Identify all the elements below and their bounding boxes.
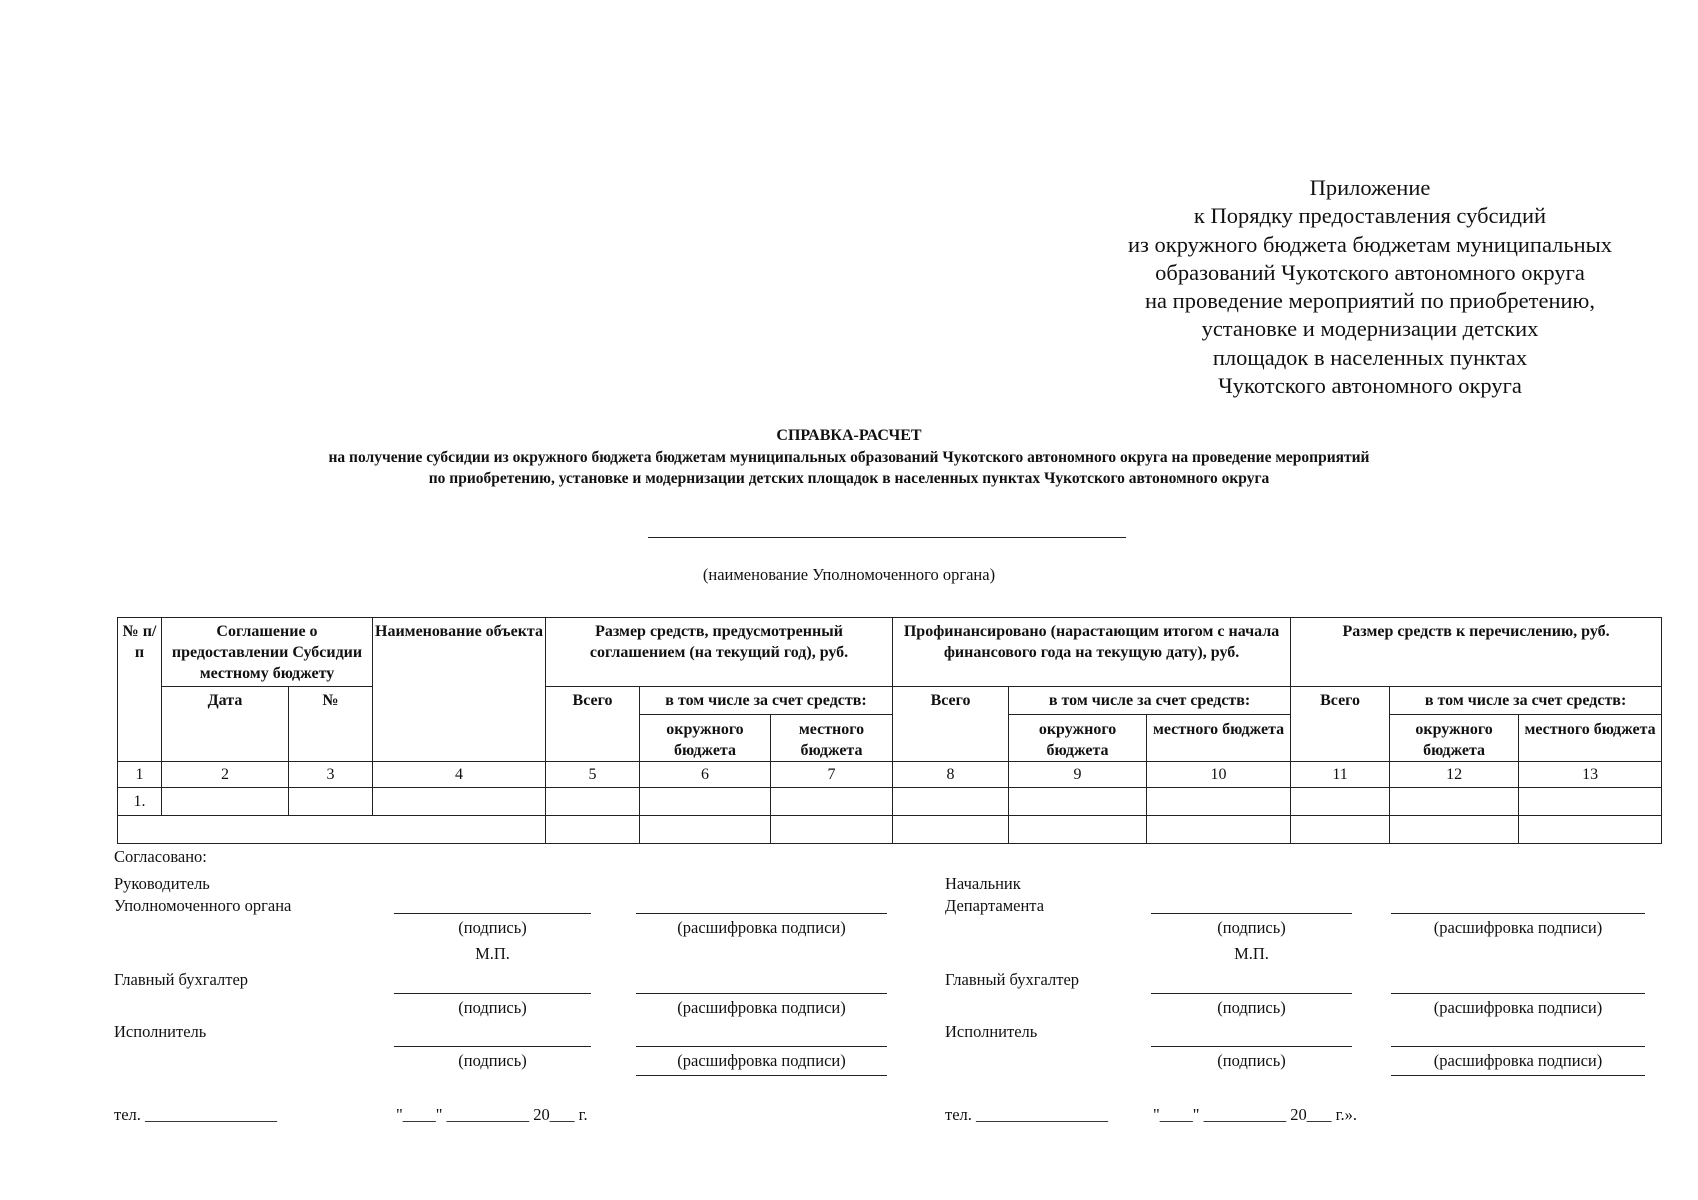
table-cell[interactable] <box>640 788 771 816</box>
left-executor-decode-underline <box>636 1075 887 1076</box>
right-head-label-1: Начальник <box>945 874 1021 893</box>
left-head-label-2: Уполномоченного органа <box>114 896 292 915</box>
col-number: 5 <box>546 762 640 788</box>
header-financed-total: Всего <box>893 687 1009 762</box>
table-cell[interactable] <box>118 816 546 844</box>
left-executor-sign-line[interactable] <box>394 1046 591 1047</box>
left-head-sign-caption: (подпись) <box>458 918 527 937</box>
right-date-field[interactable]: "____" __________ 20___ г.». <box>1153 1105 1358 1124</box>
header-no: № п/п <box>118 618 162 762</box>
appendix-line: из окружного бюджета бюджетам муниципальных <box>1127 231 1613 257</box>
table-cell[interactable] <box>1291 788 1390 816</box>
header-financed: Профинансировано (нарастающим итогом с начала финансового года на текущую дату), руб. <box>893 618 1291 687</box>
left-executor-decode-line[interactable] <box>636 1046 887 1047</box>
left-date-field[interactable]: "____" __________ 20___ г. <box>396 1105 588 1124</box>
col-number: 1 <box>118 762 162 788</box>
table-cell[interactable] <box>546 816 640 844</box>
header-planned: Размер средств, предусмотренный соглашением (на текущий год), руб. <box>546 618 893 687</box>
header-agreement: Соглашение о предоставлении Субсидии местному бюджету <box>162 618 373 687</box>
col-number: 10 <box>1147 762 1291 788</box>
table-cell[interactable] <box>893 816 1009 844</box>
right-executor-sign-line[interactable] <box>1151 1046 1352 1047</box>
col-number: 6 <box>640 762 771 788</box>
org-name-caption: (наименование Уполномоченного органа) <box>702 565 996 584</box>
table-row-total <box>118 816 1662 844</box>
right-executor-decode-underline <box>1391 1075 1645 1076</box>
table-cell[interactable] <box>1390 788 1519 816</box>
table-cell[interactable] <box>771 788 893 816</box>
table-cell[interactable] <box>771 816 893 844</box>
table-cell[interactable] <box>1519 788 1662 816</box>
left-accountant-decode-line[interactable] <box>636 993 887 994</box>
table-cell[interactable] <box>893 788 1009 816</box>
table-cell[interactable] <box>1009 788 1147 816</box>
left-accountant-sign-line[interactable] <box>394 993 591 994</box>
header-transfer: Размер средств к перечислению, руб. <box>1291 618 1662 687</box>
table-row <box>118 788 1662 816</box>
right-head-sign-caption: (подпись) <box>1217 918 1286 937</box>
appendix-block <box>1090 174 1650 400</box>
header-transfer-total: Всего <box>1291 687 1390 762</box>
left-accountant-decode-caption: (расшифровка подписи) <box>677 998 846 1017</box>
appendix-line: Чукотского автономного округа <box>1218 373 1522 399</box>
title-main: СПРАВКА-РАСЧЕТ <box>776 427 922 444</box>
right-phone-field[interactable]: тел. ________________ <box>945 1105 1109 1124</box>
left-stamp-label: М.П. <box>475 944 510 963</box>
right-head-sign-line[interactable] <box>1151 913 1352 914</box>
header-planned-including: в том числе за счет средств: <box>640 687 893 715</box>
right-accountant-decode-line[interactable] <box>1391 993 1645 994</box>
title-line-2: по приобретению, установке и модернизации детских площадок в населенных пунктах Чукотского автономного округа <box>428 470 1270 488</box>
column-number-row <box>118 762 1662 788</box>
header-financed-including: в том числе за счет средств: <box>1009 687 1291 715</box>
right-accountant-decode-caption: (расшифровка подписи) <box>1433 998 1603 1017</box>
right-accountant-sign-caption: (подпись) <box>1217 998 1286 1017</box>
right-head-decode-line[interactable] <box>1391 913 1645 914</box>
row-number: 1. <box>118 788 162 816</box>
header-planned-local: местного бюджета <box>771 715 893 762</box>
table-cell[interactable] <box>373 788 546 816</box>
left-executor-sign-caption: (подпись) <box>458 1051 527 1070</box>
col-number: 8 <box>893 762 1009 788</box>
col-number: 11 <box>1291 762 1390 788</box>
table-cell[interactable] <box>1291 816 1390 844</box>
appendix-line: Приложение <box>1309 175 1431 200</box>
right-executor-label: Исполнитель <box>945 1022 1038 1041</box>
right-accountant-label: Главный бухгалтер <box>945 970 1080 989</box>
left-head-label-1: Руководитель <box>114 874 210 893</box>
calculation-table <box>117 617 1662 844</box>
header-transfer-local: местного бюджета <box>1519 715 1662 762</box>
appendix-line: установке и модернизации детских <box>1201 316 1539 342</box>
agreed-label: Согласовано: <box>114 847 207 866</box>
left-accountant-sign-caption: (подпись) <box>458 998 527 1017</box>
appendix-line: образований Чукотского автономного округа <box>1155 259 1585 285</box>
right-executor-decode-caption: (расшифровка подписи) <box>1433 1051 1603 1070</box>
table-cell[interactable] <box>289 788 373 816</box>
header-number: № <box>289 687 373 762</box>
col-number: 7 <box>771 762 893 788</box>
header-date: Дата <box>162 687 289 762</box>
right-stamp-label: М.П. <box>1234 944 1269 963</box>
header-planned-district: окружного бюджета <box>640 715 771 762</box>
col-number: 3 <box>289 762 373 788</box>
right-executor-decode-line[interactable] <box>1391 1046 1645 1047</box>
table-cell[interactable] <box>640 816 771 844</box>
left-head-decode-caption: (расшифровка подписи) <box>677 918 846 937</box>
header-financed-local: местного бюджета <box>1147 715 1291 762</box>
appendix-line: к Порядку предоставления субсидий <box>1193 203 1547 229</box>
col-number: 9 <box>1009 762 1147 788</box>
header-transfer-including: в том числе за счет средств: <box>1390 687 1662 715</box>
table-cell[interactable] <box>1147 788 1291 816</box>
right-head-label-2: Департамента <box>945 896 1045 915</box>
document-title <box>0 425 1698 490</box>
appendix-line: на проведение мероприятий по приобретению, <box>1145 288 1595 314</box>
header-transfer-district: окружного бюджета <box>1390 715 1519 762</box>
left-accountant-label: Главный бухгалтер <box>114 970 249 989</box>
table-cell[interactable] <box>546 788 640 816</box>
col-number: 4 <box>373 762 546 788</box>
left-phone-field[interactable]: тел. ________________ <box>114 1105 278 1124</box>
header-planned-total: Всего <box>546 687 640 762</box>
right-head-decode-caption: (расшифровка подписи) <box>1433 918 1603 937</box>
left-head-decode-line[interactable] <box>636 913 887 914</box>
header-financed-district: окружного бюджета <box>1009 715 1147 762</box>
left-head-sign-line[interactable] <box>394 913 591 914</box>
right-executor-sign-caption: (подпись) <box>1217 1051 1286 1070</box>
org-name-field-line[interactable] <box>648 537 1126 538</box>
col-number: 13 <box>1519 762 1662 788</box>
table-cell[interactable] <box>1519 816 1662 844</box>
left-executor-decode-caption: (расшифровка подписи) <box>677 1051 846 1070</box>
table-cell[interactable] <box>1009 816 1147 844</box>
table-cell[interactable] <box>1390 816 1519 844</box>
table-cell[interactable] <box>162 788 289 816</box>
right-accountant-sign-line[interactable] <box>1151 993 1352 994</box>
appendix-line: площадок в населенных пунктах <box>1212 344 1528 370</box>
col-number: 2 <box>162 762 289 788</box>
title-line-1: на получение субсидии из окружного бюджета бюджетам муниципальных образований Чукотского автономного округа на проведение мероприятий <box>328 448 1370 466</box>
left-executor-label: Исполнитель <box>114 1022 207 1041</box>
col-number: 12 <box>1390 762 1519 788</box>
header-object: Наименование объекта <box>373 618 546 762</box>
table-cell[interactable] <box>1147 816 1291 844</box>
